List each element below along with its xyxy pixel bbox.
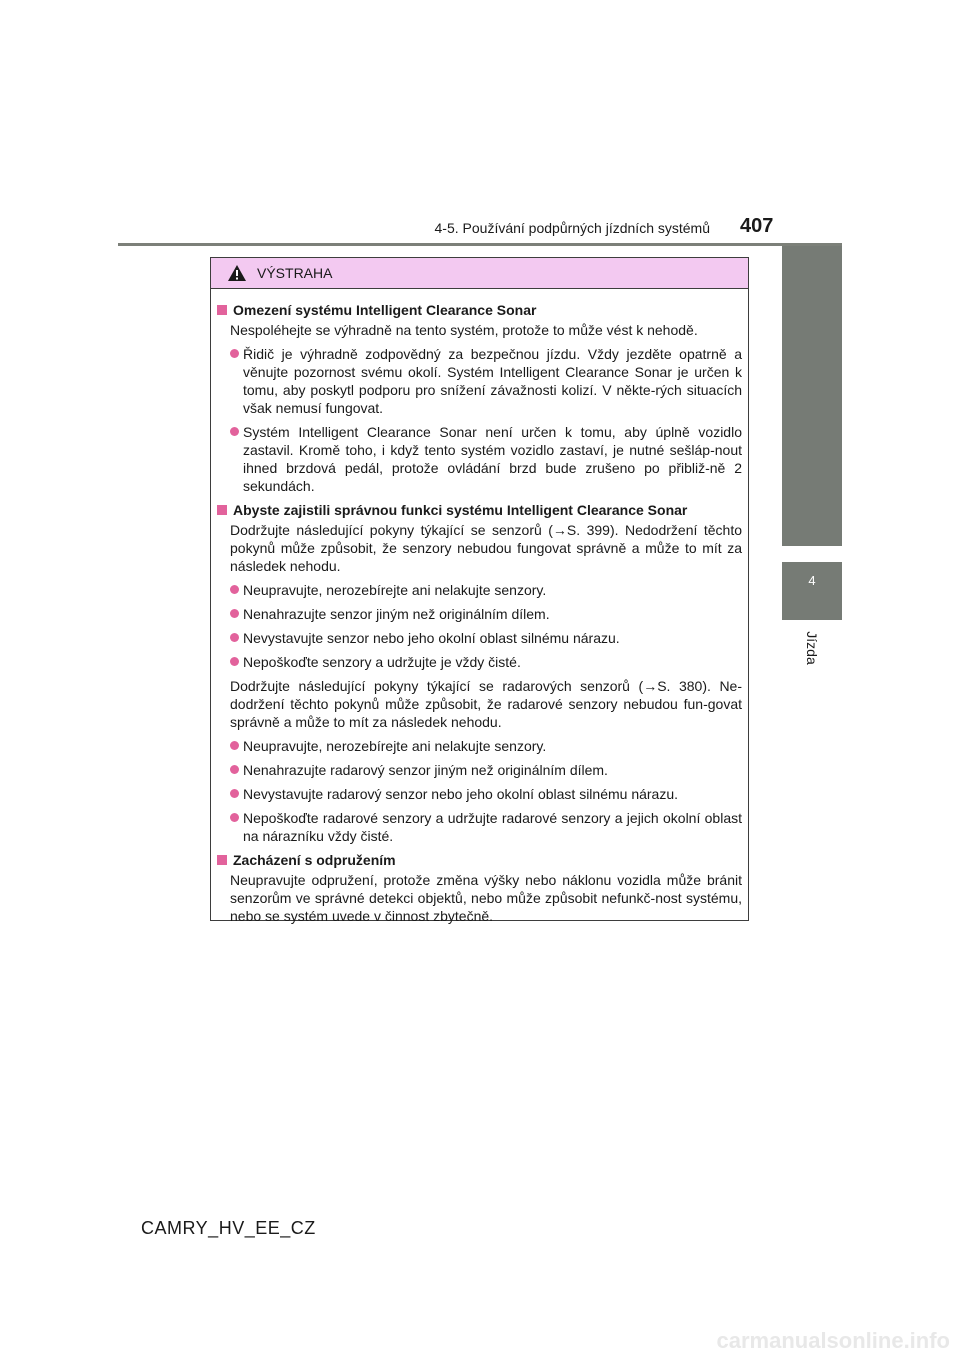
round-bullet-icon <box>230 349 239 358</box>
section-paragraph: Neupravujte odpružení, protože změna výšky nebo náklonu vozidla může bránit senzorům ve správné detekci objektů, nebo může způsobit nefunkč-nost systému, nebo se systém uvede v činnost zbytečně. <box>230 872 742 924</box>
bullet-item <box>230 345 742 417</box>
bullet-item <box>230 605 742 623</box>
section-heading-text: Abyste zajistili správnou funkci systému Intelligent Clearance Sonar <box>233 502 688 518</box>
section-paragraph: Nespoléhejte se výhradně na tento systém, protože to může vést k nehodě. <box>230 322 698 338</box>
section-paragraph: Dodržujte následující pokyny týkající se radarových senzorů (→S. 380). Ne-dodržení těchto pokynů může způsobit, že radarové senzory nebudou fun-govat správně a může to mít za následek nehodu. <box>230 678 742 730</box>
warning-section-limitations <box>217 301 742 495</box>
round-bullet-icon <box>230 813 239 822</box>
bullet-item <box>230 629 742 647</box>
watermark: carmanualsonline.info <box>716 1328 950 1353</box>
round-bullet-icon <box>230 609 239 618</box>
bullet-item <box>230 809 742 845</box>
bullet-text: Systém Intelligent Clearance Sonar není určen k tomu, aby úplně vozidlo zastavil. Kromě toho, i když tento systém vozidlo zastaví, je nutné sešláp-nout ihned brzdová pedál, protože ovládání brzd bude zrušeno po přibliž-ně 2 sekundách. <box>243 424 742 494</box>
section-heading-text: Omezení systému Intelligent Clearance Sonar <box>233 302 537 318</box>
chapter-title: Jízda <box>804 631 820 665</box>
section-heading-text: Zacházení s odpružením <box>233 852 396 868</box>
bullet-item <box>230 653 742 671</box>
page-number: 407 <box>740 215 774 237</box>
square-bullet-icon <box>217 505 227 515</box>
bullet-text: Řidič je výhradně zodpovědný za bezpečnou jízdu. Vždy jezděte opatrně a věnujte pozornost svému okolí. Systém Intelligent Clearance Sonar je určen k tomu, aby poskytl podporu pro snížení závažnosti kolizí. V někte-rých situacích však nemusí fungovat. <box>243 346 742 416</box>
chapter-number: 4 <box>808 573 816 588</box>
bullet-text: Nevystavujte senzor nebo jeho okolní oblast silnému nárazu. <box>243 630 620 646</box>
document-code: CAMRY_HV_EE_CZ <box>141 1218 316 1238</box>
square-bullet-icon <box>217 305 227 315</box>
round-bullet-icon <box>230 657 239 666</box>
warning-box <box>210 257 749 924</box>
round-bullet-icon <box>230 427 239 436</box>
bullet-item <box>230 581 742 599</box>
header-divider <box>118 243 842 246</box>
bullet-text: Nenahrazujte senzor jiným než originálním dílem. <box>243 606 550 622</box>
bullet-item <box>230 785 742 803</box>
bullet-text: Neupravujte, nerozebírejte ani nelakujte senzory. <box>243 582 547 598</box>
bullet-text: Nenahrazujte radarový senzor jiným než originálním dílem. <box>243 762 608 778</box>
warning-triangle-icon <box>227 264 247 282</box>
section-paragraph: Dodržujte následující pokyny týkající se senzorů (→S. 399). Nedodržení těchto pokynů může způsobit, že senzory nebudou fungovat správně a může to mít za následek nehodu. <box>230 522 742 574</box>
bullet-text: Nepoškoďte senzory a udržujte je vždy čisté. <box>243 654 521 670</box>
bullet-item <box>230 737 742 755</box>
round-bullet-icon <box>230 633 239 642</box>
section-heading <box>217 501 742 519</box>
round-bullet-icon <box>230 585 239 594</box>
section-heading <box>217 301 742 319</box>
warning-header <box>211 258 748 289</box>
round-bullet-icon <box>230 789 239 798</box>
header-section-title: 4-5. Používání podpůrných jízdních systémů <box>434 220 710 236</box>
warning-title: VÝSTRAHA <box>257 265 333 281</box>
warning-section-suspension <box>217 851 742 925</box>
warning-body <box>211 289 748 925</box>
chapter-tab <box>782 562 842 620</box>
bullet-text: Nevystavujte radarový senzor nebo jeho okolní oblast silnému nárazu. <box>243 786 679 802</box>
side-tab-bar <box>782 246 842 546</box>
square-bullet-icon <box>217 855 227 865</box>
bullet-item <box>230 423 742 495</box>
section-heading <box>217 851 742 869</box>
bullet-text: Nepoškoďte radarové senzory a udržujte radarové senzory a jejich okolní oblast na nárazníku vždy čisté. <box>243 810 742 844</box>
round-bullet-icon <box>230 765 239 774</box>
round-bullet-icon <box>230 741 239 750</box>
warning-section-correct-function <box>217 501 742 845</box>
bullet-text: Neupravujte, nerozebírejte ani nelakujte senzory. <box>243 738 547 754</box>
bullet-item <box>230 761 742 779</box>
